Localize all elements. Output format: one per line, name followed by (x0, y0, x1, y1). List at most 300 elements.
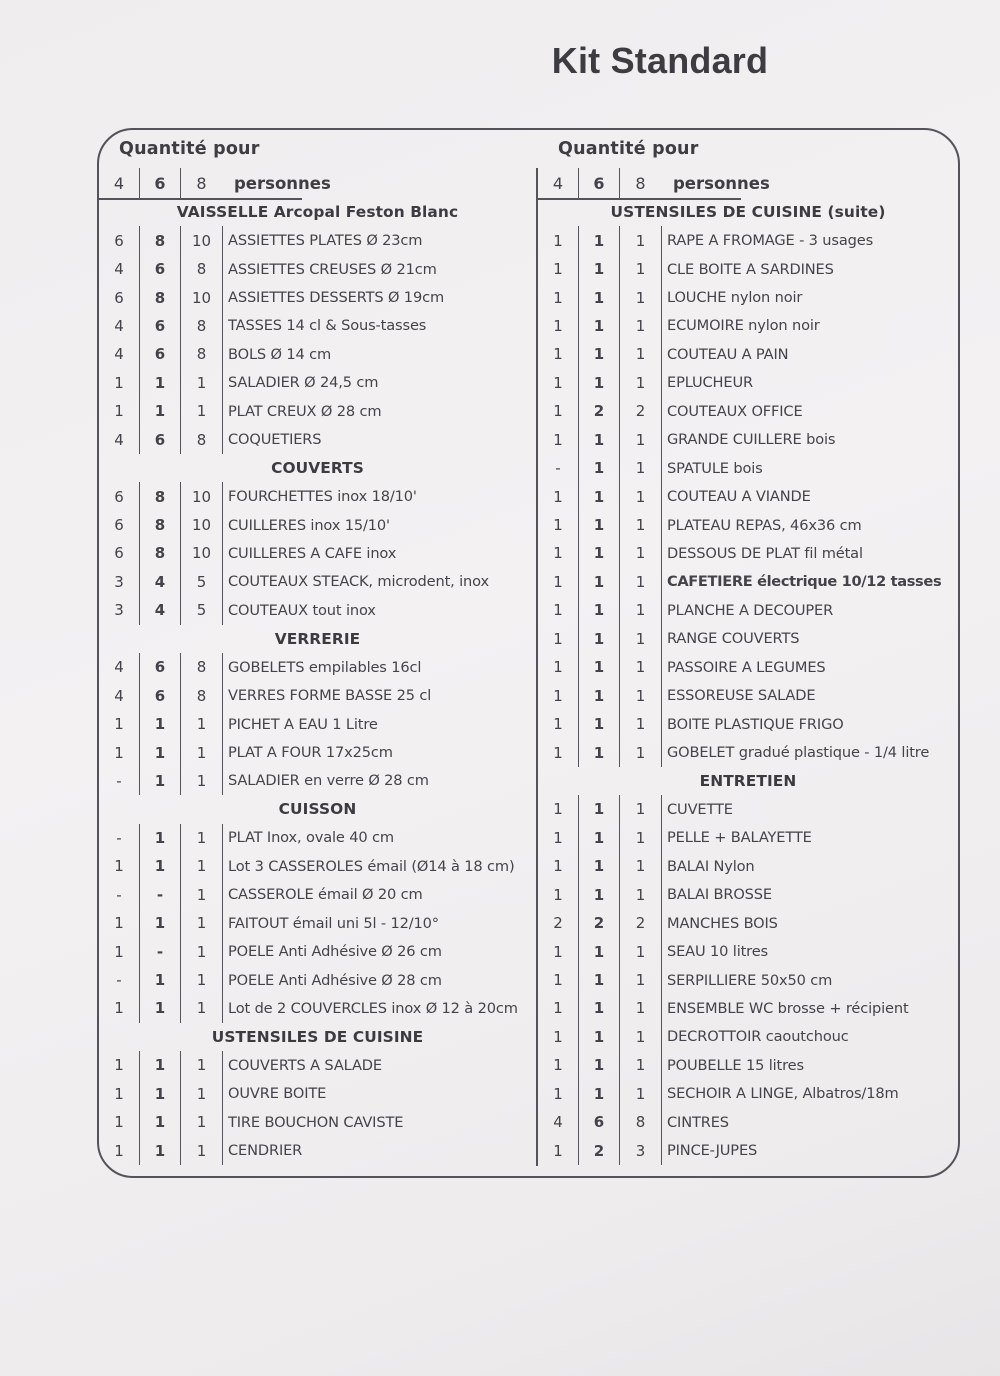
qty-cell: 8 (620, 1108, 662, 1136)
qty-header-left: Quantité pour (119, 139, 260, 159)
table-row (538, 255, 958, 283)
qty-cell: 1 (140, 852, 181, 880)
qty-cell: 1 (579, 340, 620, 368)
section-title: USTENSILES DE CUISINE (211, 1027, 424, 1046)
col-6-label: 6 (140, 168, 181, 198)
qty-cell: 1 (140, 710, 181, 738)
qty-cell: 4 (99, 312, 140, 340)
table-row (538, 568, 958, 596)
qty-cell: 1 (181, 909, 223, 937)
qty-cell: 1 (181, 397, 223, 425)
qty-cell: 8 (181, 340, 223, 368)
item-label: ASSIETTES PLATES Ø 23cm (228, 232, 423, 250)
table-row (99, 653, 536, 681)
qty-cell: 8 (140, 539, 181, 567)
table-row (99, 226, 536, 254)
qty-cell: 10 (181, 283, 223, 311)
item-label: Lot de 2 COUVERCLES inox Ø 12 à 20cm (228, 999, 518, 1017)
qty-cell: 1 (579, 710, 620, 738)
table-row (99, 1136, 536, 1164)
table-row (99, 681, 536, 709)
item-label: PINCE-JUPES (667, 1142, 758, 1160)
table-row (538, 226, 958, 254)
table-row (538, 852, 958, 880)
col-6-label: 6 (579, 168, 620, 198)
section-title: VERRERIE (274, 629, 361, 648)
table-row (538, 994, 958, 1022)
qty-cell: 1 (620, 1023, 662, 1051)
qty-cell: 4 (99, 340, 140, 368)
item-label: COUVERTS A SALADE (228, 1056, 382, 1074)
qty-cell: 4 (99, 426, 140, 454)
item-label: VERRES FORME BASSE 25 cl (228, 687, 432, 705)
item-label: COUTEAU A VIANDE (667, 488, 811, 506)
qty-cell: 1 (538, 852, 579, 880)
item-label: SPATULE bois (667, 459, 763, 477)
item-label: POUBELLE 15 litres (667, 1056, 804, 1074)
item-label: SECHOIR A LINGE, Albatros/18m (667, 1085, 899, 1103)
qty-cell: 1 (99, 1051, 140, 1079)
qty-cell: 1 (579, 369, 620, 397)
item-label: TIRE BOUCHON CAVISTE (228, 1113, 404, 1131)
qty-cell: 2 (579, 909, 620, 937)
item-label: COUTEAUX tout inox (228, 601, 376, 619)
table-row (99, 283, 536, 311)
qty-cell: 1 (538, 994, 579, 1022)
item-label: RAPE A FROMAGE - 3 usages (667, 232, 874, 250)
qty-cell: 1 (140, 767, 181, 795)
table-row (99, 881, 536, 909)
item-label: GRANDE CUILLERE bois (667, 431, 836, 449)
qty-cell: 4 (99, 255, 140, 283)
persons-label: personnes (673, 173, 770, 193)
item-label: FAITOUT émail uni 5l - 12/10° (228, 914, 439, 932)
qty-cell: 1 (99, 909, 140, 937)
qty-cell: 1 (620, 454, 662, 482)
persons-cols-row-left (99, 168, 536, 198)
qty-cell: 6 (99, 226, 140, 254)
qty-cell: 1 (99, 397, 140, 425)
qty-cell: 1 (620, 681, 662, 709)
section-header-row (99, 1023, 536, 1051)
qty-cell: 1 (181, 738, 223, 766)
item-label: COUTEAUX OFFICE (667, 402, 803, 420)
item-label: CUILLERES A CAFE inox (228, 544, 397, 562)
table-row (99, 482, 536, 510)
qty-cell: 1 (99, 1136, 140, 1164)
qty-cell: 1 (579, 283, 620, 311)
qty-cell: 1 (620, 255, 662, 283)
table-row (99, 767, 536, 795)
item-label: ECUMOIRE nylon noir (667, 317, 820, 335)
qty-cell: 1 (538, 795, 579, 823)
qty-header-right: Quantité pour (558, 139, 699, 159)
qty-cell: 1 (579, 511, 620, 539)
table-row (538, 596, 958, 624)
qty-cell: 1 (579, 625, 620, 653)
item-label: POELE Anti Adhésive Ø 26 cm (228, 943, 442, 961)
item-label: DESSOUS DE PLAT fil métal (667, 544, 863, 562)
table-row (99, 966, 536, 994)
item-label: COUTEAUX STEACK, microdent, inox (228, 573, 489, 591)
qty-cell: 1 (620, 795, 662, 823)
qty-cell: 1 (181, 994, 223, 1022)
item-label: ENSEMBLE WC brosse + récipient (667, 999, 909, 1017)
qty-cell: 1 (579, 738, 620, 766)
item-label: PELLE + BALAYETTE (667, 829, 812, 847)
qty-cell: 3 (99, 568, 140, 596)
qty-cell: 8 (140, 511, 181, 539)
qty-cell: 6 (140, 340, 181, 368)
qty-cell: 1 (538, 255, 579, 283)
qty-cell: 1 (140, 824, 181, 852)
qty-cell: 1 (181, 852, 223, 880)
item-label: CASSEROLE émail Ø 20 cm (228, 886, 423, 904)
qty-cell: 1 (181, 369, 223, 397)
qty-cell: 8 (140, 283, 181, 311)
qty-cell: 1 (579, 937, 620, 965)
persons-label: personnes (234, 173, 331, 193)
qty-cell: 1 (140, 1051, 181, 1079)
qty-cell: 8 (181, 426, 223, 454)
qty-cell: 1 (538, 710, 579, 738)
qty-cell: 1 (538, 568, 579, 596)
rows-right (538, 198, 958, 1165)
qty-cell: 1 (620, 738, 662, 766)
table-row (538, 681, 958, 709)
qty-cell: 1 (538, 937, 579, 965)
table-row (538, 824, 958, 852)
qty-cell: 1 (538, 1136, 579, 1164)
item-label: ASSIETTES CREUSES Ø 21cm (228, 260, 437, 278)
table-row (99, 824, 536, 852)
table-row (99, 1108, 536, 1136)
table-row (99, 539, 536, 567)
qty-cell: 1 (620, 312, 662, 340)
item-label: CLE BOITE A SARDINES (667, 260, 834, 278)
qty-cell: 4 (140, 568, 181, 596)
qty-cell: 1 (620, 852, 662, 880)
qty-cell: 4 (538, 1108, 579, 1136)
qty-cell: 1 (579, 994, 620, 1022)
qty-cell: 1 (579, 653, 620, 681)
qty-cell: 1 (579, 255, 620, 283)
qty-cell: 1 (140, 1136, 181, 1164)
rows-left (99, 198, 536, 1165)
table-row (538, 881, 958, 909)
qty-cell: 1 (620, 426, 662, 454)
qty-cell: 1 (181, 1051, 223, 1079)
table-row (538, 1108, 958, 1136)
table-row (538, 710, 958, 738)
qty-cell: 1 (620, 1080, 662, 1108)
qty-cell: - (538, 454, 579, 482)
qty-cell: 1 (538, 881, 579, 909)
qty-cell: 2 (579, 397, 620, 425)
table-row (99, 312, 536, 340)
qty-cell: 2 (538, 909, 579, 937)
qty-cell: 1 (620, 511, 662, 539)
qty-cell: 1 (620, 710, 662, 738)
item-label: PLAT Inox, ovale 40 cm (228, 829, 394, 847)
qty-cell: 1 (579, 881, 620, 909)
col-4-label: 4 (538, 168, 579, 198)
table-row (538, 283, 958, 311)
qty-cell: 1 (140, 369, 181, 397)
qty-cell: 1 (538, 653, 579, 681)
qty-cell: 1 (181, 1108, 223, 1136)
qty-cell: 8 (181, 312, 223, 340)
section-header-row (99, 454, 536, 482)
item-label: ASSIETTES DESSERTS Ø 19cm (228, 289, 445, 307)
table-row (99, 710, 536, 738)
qty-cell: 1 (538, 482, 579, 510)
qty-cell: 4 (140, 596, 181, 624)
qty-cell: 1 (579, 852, 620, 880)
section-title: COUVERTS (271, 459, 364, 478)
qty-cell: 1 (99, 994, 140, 1022)
qty-cell: 1 (579, 681, 620, 709)
table-row (538, 539, 958, 567)
table-row (538, 511, 958, 539)
item-label: POELE Anti Adhésive Ø 28 cm (228, 971, 442, 989)
qty-cell: 6 (99, 283, 140, 311)
qty-cell: - (99, 966, 140, 994)
qty-cell: 1 (620, 881, 662, 909)
qty-cell: 1 (620, 539, 662, 567)
qty-cell: 1 (538, 966, 579, 994)
qty-cell: 1 (140, 1080, 181, 1108)
section-title: CUISSON (278, 800, 357, 819)
qty-cell: 1 (579, 1051, 620, 1079)
qty-cell: 1 (579, 966, 620, 994)
qty-cell: 1 (579, 824, 620, 852)
table-row (538, 653, 958, 681)
col-8-label: 8 (196, 173, 207, 193)
item-label: CUILLERES inox 15/10' (228, 516, 390, 534)
qty-cell: 10 (181, 482, 223, 510)
col-8-label: 8 (635, 173, 646, 193)
qty-cell: 8 (181, 653, 223, 681)
qty-cell: 1 (620, 568, 662, 596)
qty-cell: 1 (99, 852, 140, 880)
qty-cell: 1 (538, 283, 579, 311)
item-label: SEAU 10 litres (667, 943, 768, 961)
table-row (538, 1023, 958, 1051)
qty-cell: 1 (538, 511, 579, 539)
table-row (538, 340, 958, 368)
qty-cell: 1 (538, 340, 579, 368)
item-label: FOURCHETTES inox 18/10' (228, 488, 417, 506)
qty-cell: 1 (579, 539, 620, 567)
qty-cell: 1 (579, 312, 620, 340)
item-label: BALAI Nylon (667, 857, 755, 875)
table-row (99, 596, 536, 624)
qty-cell: 1 (181, 881, 223, 909)
qty-cell: 1 (579, 226, 620, 254)
item-label: CINTRES (667, 1113, 729, 1131)
table-row (538, 738, 958, 766)
qty-cell: 1 (620, 369, 662, 397)
qty-cell: 8 (140, 482, 181, 510)
qty-cell: 1 (538, 681, 579, 709)
table-row (538, 426, 958, 454)
qty-cell: 2 (579, 1136, 620, 1164)
qty-cell: 1 (620, 596, 662, 624)
qty-cell: 6 (99, 539, 140, 567)
qty-cell: 2 (620, 909, 662, 937)
section-title: VAISSELLE Arcopal Feston Blanc (176, 203, 459, 222)
qty-cell: 1 (620, 994, 662, 1022)
qty-cell: 1 (538, 824, 579, 852)
table-row (538, 482, 958, 510)
qty-cell: 1 (538, 1080, 579, 1108)
qty-cell: 10 (181, 511, 223, 539)
table-row (538, 909, 958, 937)
qty-cell: 1 (99, 937, 140, 965)
qty-cell: 1 (620, 966, 662, 994)
section-header-row (538, 767, 958, 795)
qty-cell: 6 (140, 426, 181, 454)
qty-cell: 1 (538, 226, 579, 254)
item-label: DECROTTOIR caoutchouc (667, 1028, 849, 1046)
table-row (99, 1051, 536, 1079)
qty-cell: 1 (620, 340, 662, 368)
qty-cell: 1 (579, 568, 620, 596)
qty-cell: - (140, 881, 181, 909)
item-label: PLANCHE A DECOUPER (667, 601, 834, 619)
item-label: PICHET A EAU 1 Litre (228, 715, 378, 733)
item-label: PLATEAU REPAS, 46x36 cm (667, 516, 862, 534)
qty-cell: 1 (538, 1023, 579, 1051)
qty-cell: 5 (181, 596, 223, 624)
table-row (538, 1051, 958, 1079)
qty-cell: 1 (620, 824, 662, 852)
qty-cell: 1 (620, 625, 662, 653)
item-label: OUVRE BOITE (228, 1085, 327, 1103)
qty-cell: 6 (99, 511, 140, 539)
qty-cell: 1 (99, 369, 140, 397)
qty-cell: 5 (181, 568, 223, 596)
table-row (99, 568, 536, 596)
qty-cell: - (99, 767, 140, 795)
qty-cell: 6 (140, 312, 181, 340)
item-label: PLAT CREUX Ø 28 cm (228, 402, 382, 420)
qty-cell: 8 (140, 226, 181, 254)
qty-cell: 1 (181, 767, 223, 795)
section-title: USTENSILES DE CUISINE (suite) (610, 203, 886, 222)
qty-cell: 8 (181, 681, 223, 709)
qty-cell: - (99, 824, 140, 852)
qty-cell: 1 (579, 482, 620, 510)
item-label: BALAI BROSSE (667, 886, 772, 904)
qty-cell: 1 (579, 795, 620, 823)
item-label: CENDRIER (228, 1142, 303, 1160)
section-title: ENTRETIEN (699, 771, 797, 790)
qty-cell: 10 (181, 226, 223, 254)
qty-cell: 1 (579, 1023, 620, 1051)
table-row (99, 426, 536, 454)
item-label: COQUETIERS (228, 431, 322, 449)
qty-cell: 2 (620, 397, 662, 425)
item-label: COUTEAU A PAIN (667, 345, 789, 363)
qty-cell: 1 (99, 738, 140, 766)
item-label: PASSOIRE A LEGUMES (667, 658, 826, 676)
table-row (538, 1136, 958, 1164)
qty-cell: 6 (140, 653, 181, 681)
qty-cell: 1 (140, 966, 181, 994)
table-row (538, 1080, 958, 1108)
qty-cell: 1 (99, 710, 140, 738)
qty-cell: 4 (99, 653, 140, 681)
kit-table (97, 128, 960, 1178)
qty-cell: 1 (620, 653, 662, 681)
table-row (99, 738, 536, 766)
table-row (538, 795, 958, 823)
qty-cell: 1 (620, 937, 662, 965)
qty-cell: 8 (181, 255, 223, 283)
qty-cell: 1 (579, 454, 620, 482)
qty-cell: 1 (99, 1108, 140, 1136)
qty-cell: 4 (99, 681, 140, 709)
item-label: SALADIER en verre Ø 28 cm (228, 772, 429, 790)
item-label: SERPILLIERE 50x50 cm (667, 971, 833, 989)
table-row (538, 369, 958, 397)
item-label: CAFETIERE électrique 10/12 tasses (667, 573, 942, 591)
qty-cell: 1 (181, 1136, 223, 1164)
qty-cell: 6 (99, 482, 140, 510)
table-row (99, 909, 536, 937)
section-header-row (99, 198, 536, 226)
qty-cell: 10 (181, 539, 223, 567)
item-label: SALADIER Ø 24,5 cm (228, 374, 379, 392)
section-header-row (99, 795, 536, 823)
qty-cell: 1 (99, 1080, 140, 1108)
item-label: CUVETTE (667, 800, 733, 818)
qty-cell: 1 (620, 482, 662, 510)
item-label: EPLUCHEUR (667, 374, 753, 392)
qty-cell: 1 (538, 1051, 579, 1079)
qty-cell: 1 (181, 1080, 223, 1108)
item-label: PLAT A FOUR 17x25cm (228, 744, 393, 762)
qty-cell: 1 (579, 596, 620, 624)
qty-cell: 1 (538, 738, 579, 766)
panel-right (538, 130, 958, 1176)
qty-cell: 1 (140, 994, 181, 1022)
qty-cell: 1 (538, 426, 579, 454)
qty-cell: 1 (579, 1080, 620, 1108)
qty-cell: 1 (538, 312, 579, 340)
qty-cell: 1 (181, 710, 223, 738)
item-label: Lot 3 CASSEROLES émail (Ø14 à 18 cm) (228, 857, 515, 875)
qty-cell: 1 (538, 397, 579, 425)
qty-cell: 1 (181, 966, 223, 994)
table-row (99, 1080, 536, 1108)
table-row (538, 625, 958, 653)
item-label: GOBELET gradué plastique - 1/4 litre (667, 744, 930, 762)
table-row (538, 454, 958, 482)
qty-cell: 1 (538, 539, 579, 567)
item-label: ESSOREUSE SALADE (667, 687, 816, 705)
qty-cell: 6 (140, 681, 181, 709)
qty-cell: 3 (620, 1136, 662, 1164)
table-row (99, 852, 536, 880)
qty-cell: 1 (538, 369, 579, 397)
item-label: GOBELETS empilables 16cl (228, 658, 422, 676)
table-row (538, 312, 958, 340)
table-row (538, 966, 958, 994)
qty-cell: 6 (579, 1108, 620, 1136)
